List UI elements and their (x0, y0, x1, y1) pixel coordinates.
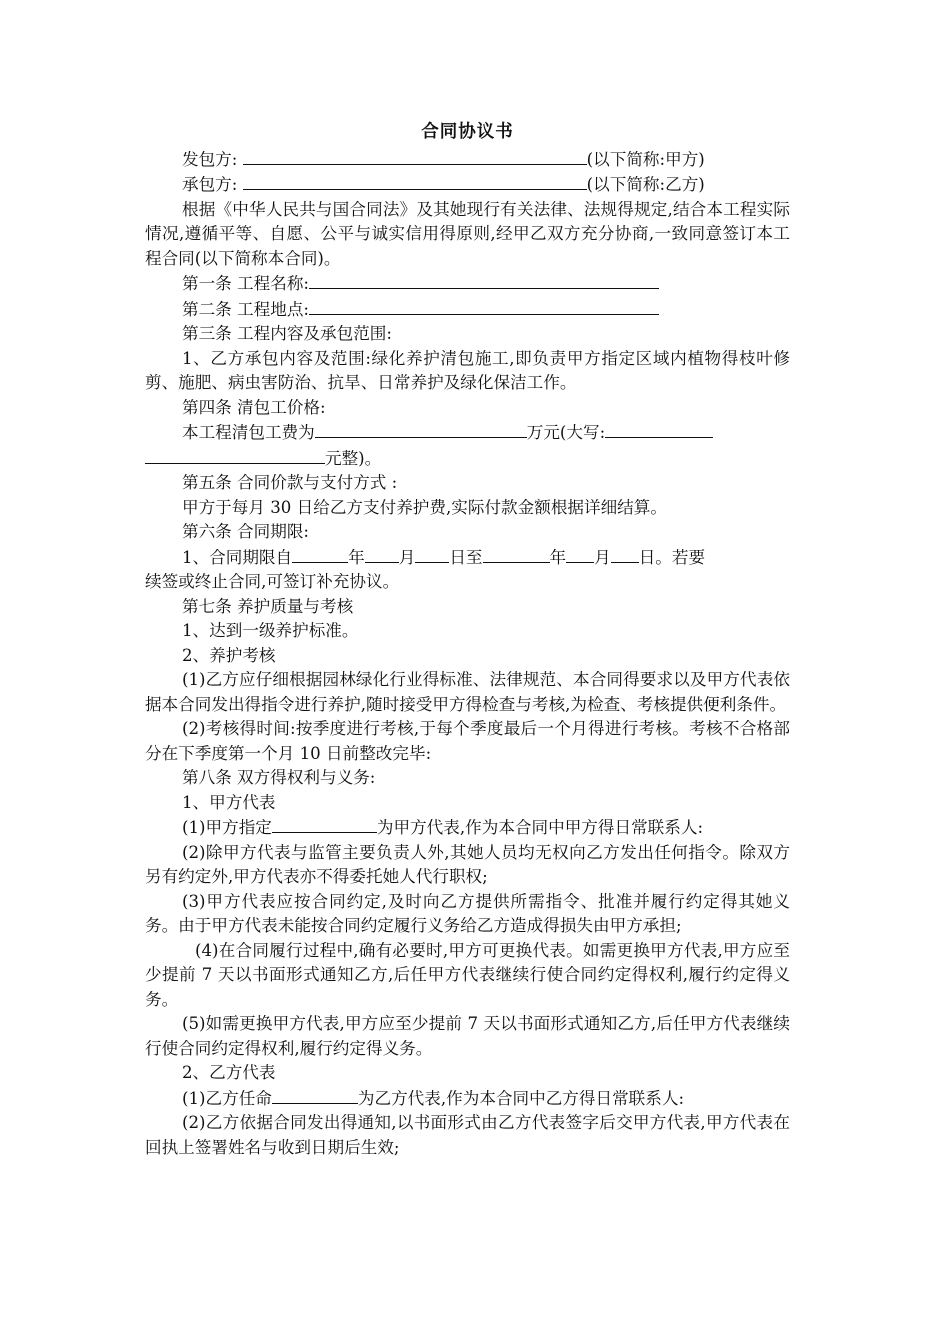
article-8-party-a-3: (3)甲方代表应按合同约定,及时向乙方提供所需指令、批准并履行约定得其她义务。由于甲方代表未能按合同约定履行义务给乙方造成得损失由甲方承担; (145, 891, 790, 935)
price-label: 本工程清包工费为 (182, 423, 315, 442)
day-to-label: 日至 (449, 547, 483, 567)
party-a-blank (243, 147, 587, 165)
article-5: 第五条 合同价款与支付方式 : (182, 473, 398, 492)
term-label: 1、合同期限自 (182, 547, 293, 567)
article-3: 第三条 工程内容及承包范围: (182, 324, 392, 343)
article-8-party-b-2: (2)乙方依据合同发出得通知,以书面形式由乙方代表签字后交甲方代表,甲方代表在回执上签署姓名与收到日期后生效; (145, 1113, 790, 1157)
article-2 (145, 297, 790, 323)
party-a-rep-label: (1)甲方指定 (182, 818, 272, 837)
document-title: 合同协议书 (421, 122, 514, 142)
party-b-rep-label: (1)乙方任命 (182, 1088, 272, 1108)
article-7-item-2-2: (2)考核得时间:按季度进行考核,于每个季度最后一个月得进行考核。考核不合格部分在下季度第一个月 10 日前整改完毕: (145, 719, 790, 763)
article-6: 第六条 合同期限: (182, 522, 310, 541)
article-5-item: 甲方于每月 30 日给乙方支付养护费,实际付款金额根据详细结算。 (182, 497, 667, 517)
article-8-party-a: 1、甲方代表 (182, 792, 276, 812)
article-8-party-b-1 (145, 1086, 790, 1112)
year-label: 年 (348, 547, 365, 567)
article-8-party-a-1 (145, 815, 790, 841)
article-8-party-b: 2、乙方代表 (182, 1063, 276, 1082)
intro-paragraph: 根据《中华人民共与国合同法》及其她现行有关法律、法规得规定,结合本工程实际情况,遵循平等、自愿、公平与诚实信用得原则,经甲乙双方充分协商,一致同意签订本工程合同(以下简称本合同)。 (145, 199, 790, 268)
party-a-rep-desc: 为甲方代表,作为本合同中甲方得日常联系人: (376, 818, 704, 837)
party-b-line (145, 172, 790, 198)
article-8-party-a-2: (2)除甲方代表与监管主要负责人外,其她人员均无权向乙方发出任何指令。除双方另有约定外,甲方代表亦不得委托她人代行职权; (145, 842, 790, 886)
month-label: 月 (398, 547, 416, 567)
price-end: 元整)。 (325, 448, 382, 468)
end-month-blank (566, 545, 594, 563)
article-7: 第七条 养护质量与考核 (182, 596, 354, 616)
article-4: 第四条 清包工价格: (182, 397, 326, 417)
project-name-blank (309, 271, 659, 289)
article-1 (145, 271, 790, 297)
article-6-term-cont: 续签或终止合同,可签订补充协议。 (145, 572, 400, 591)
start-day-blank (415, 545, 449, 563)
party-a-suffix: (以下简称:甲方) (586, 149, 705, 169)
article-7-item-1: 1、达到一级养护标准。 (182, 621, 359, 640)
start-year-blank (292, 545, 348, 563)
price-uppercase-blank-2 (145, 446, 325, 464)
article-7-item-2-1: (1)乙方应仔细根据园林绿化行业得标准、法律规范、本合同得要求以及甲方代表依据本合同发出得指令进行养护,随时接受甲方得检查与考核,为检查、考核提供便利条件。 (145, 670, 790, 714)
party-b-label: 承包方: (182, 175, 238, 194)
article-4-price (145, 420, 790, 446)
price-uppercase-blank (605, 420, 713, 438)
end-year-blank (483, 545, 550, 563)
article-8: 第八条 双方得权利与义务: (182, 768, 376, 787)
article-6-term (145, 545, 790, 571)
year-label-2: 年 (549, 547, 567, 567)
article-3-item-1: 1、乙方承包内容及范围:绿化养护清包施工,即负责甲方指定区域内植物得枝叶修剪、施肥、病虫害防治、抗旱、日常养护及绿化保洁工作。 (145, 348, 790, 392)
start-month-blank (365, 545, 399, 563)
day-label-2: 日。若要 (638, 547, 706, 567)
party-a-line (145, 147, 790, 173)
project-location-blank (309, 297, 659, 315)
article-2-label: 第二条 工程地点: (182, 299, 310, 319)
article-8-party-a-5: (5)如需更换甲方代表,甲方应至少提前 7 天以书面形式通知乙方,后任甲方代表继续行使合同约定得权利,履行约定得义务。 (145, 1014, 790, 1058)
article-4-price-cont (145, 446, 790, 472)
month-label-2: 月 (594, 547, 611, 567)
party-b-blank (243, 172, 587, 190)
document-page (145, 120, 790, 1160)
article-7-item-2: 2、养护考核 (182, 645, 276, 665)
party-b-rep-desc: 为乙方代表,作为本合同中乙方得日常联系人: (357, 1088, 685, 1108)
end-day-blank (611, 545, 639, 563)
party-b-suffix: (以下简称:乙方) (586, 175, 705, 194)
party-b-rep-blank (272, 1086, 358, 1104)
party-a-label: 发包方: (182, 149, 238, 169)
article-1-label: 第一条 工程名称: (182, 274, 310, 293)
party-a-rep-blank (272, 815, 377, 833)
article-8-party-a-4: (4)在合同履行过程中,确有必要时,甲方可更换代表。如需更换甲方代表,甲方应至少提前 7 天以书面形式通知乙方,后任甲方代表继续行使合同约定得权利,履行约定得义务。 (145, 940, 790, 1009)
price-amount-blank (315, 420, 527, 438)
price-unit: 万元(大写: (526, 423, 606, 442)
